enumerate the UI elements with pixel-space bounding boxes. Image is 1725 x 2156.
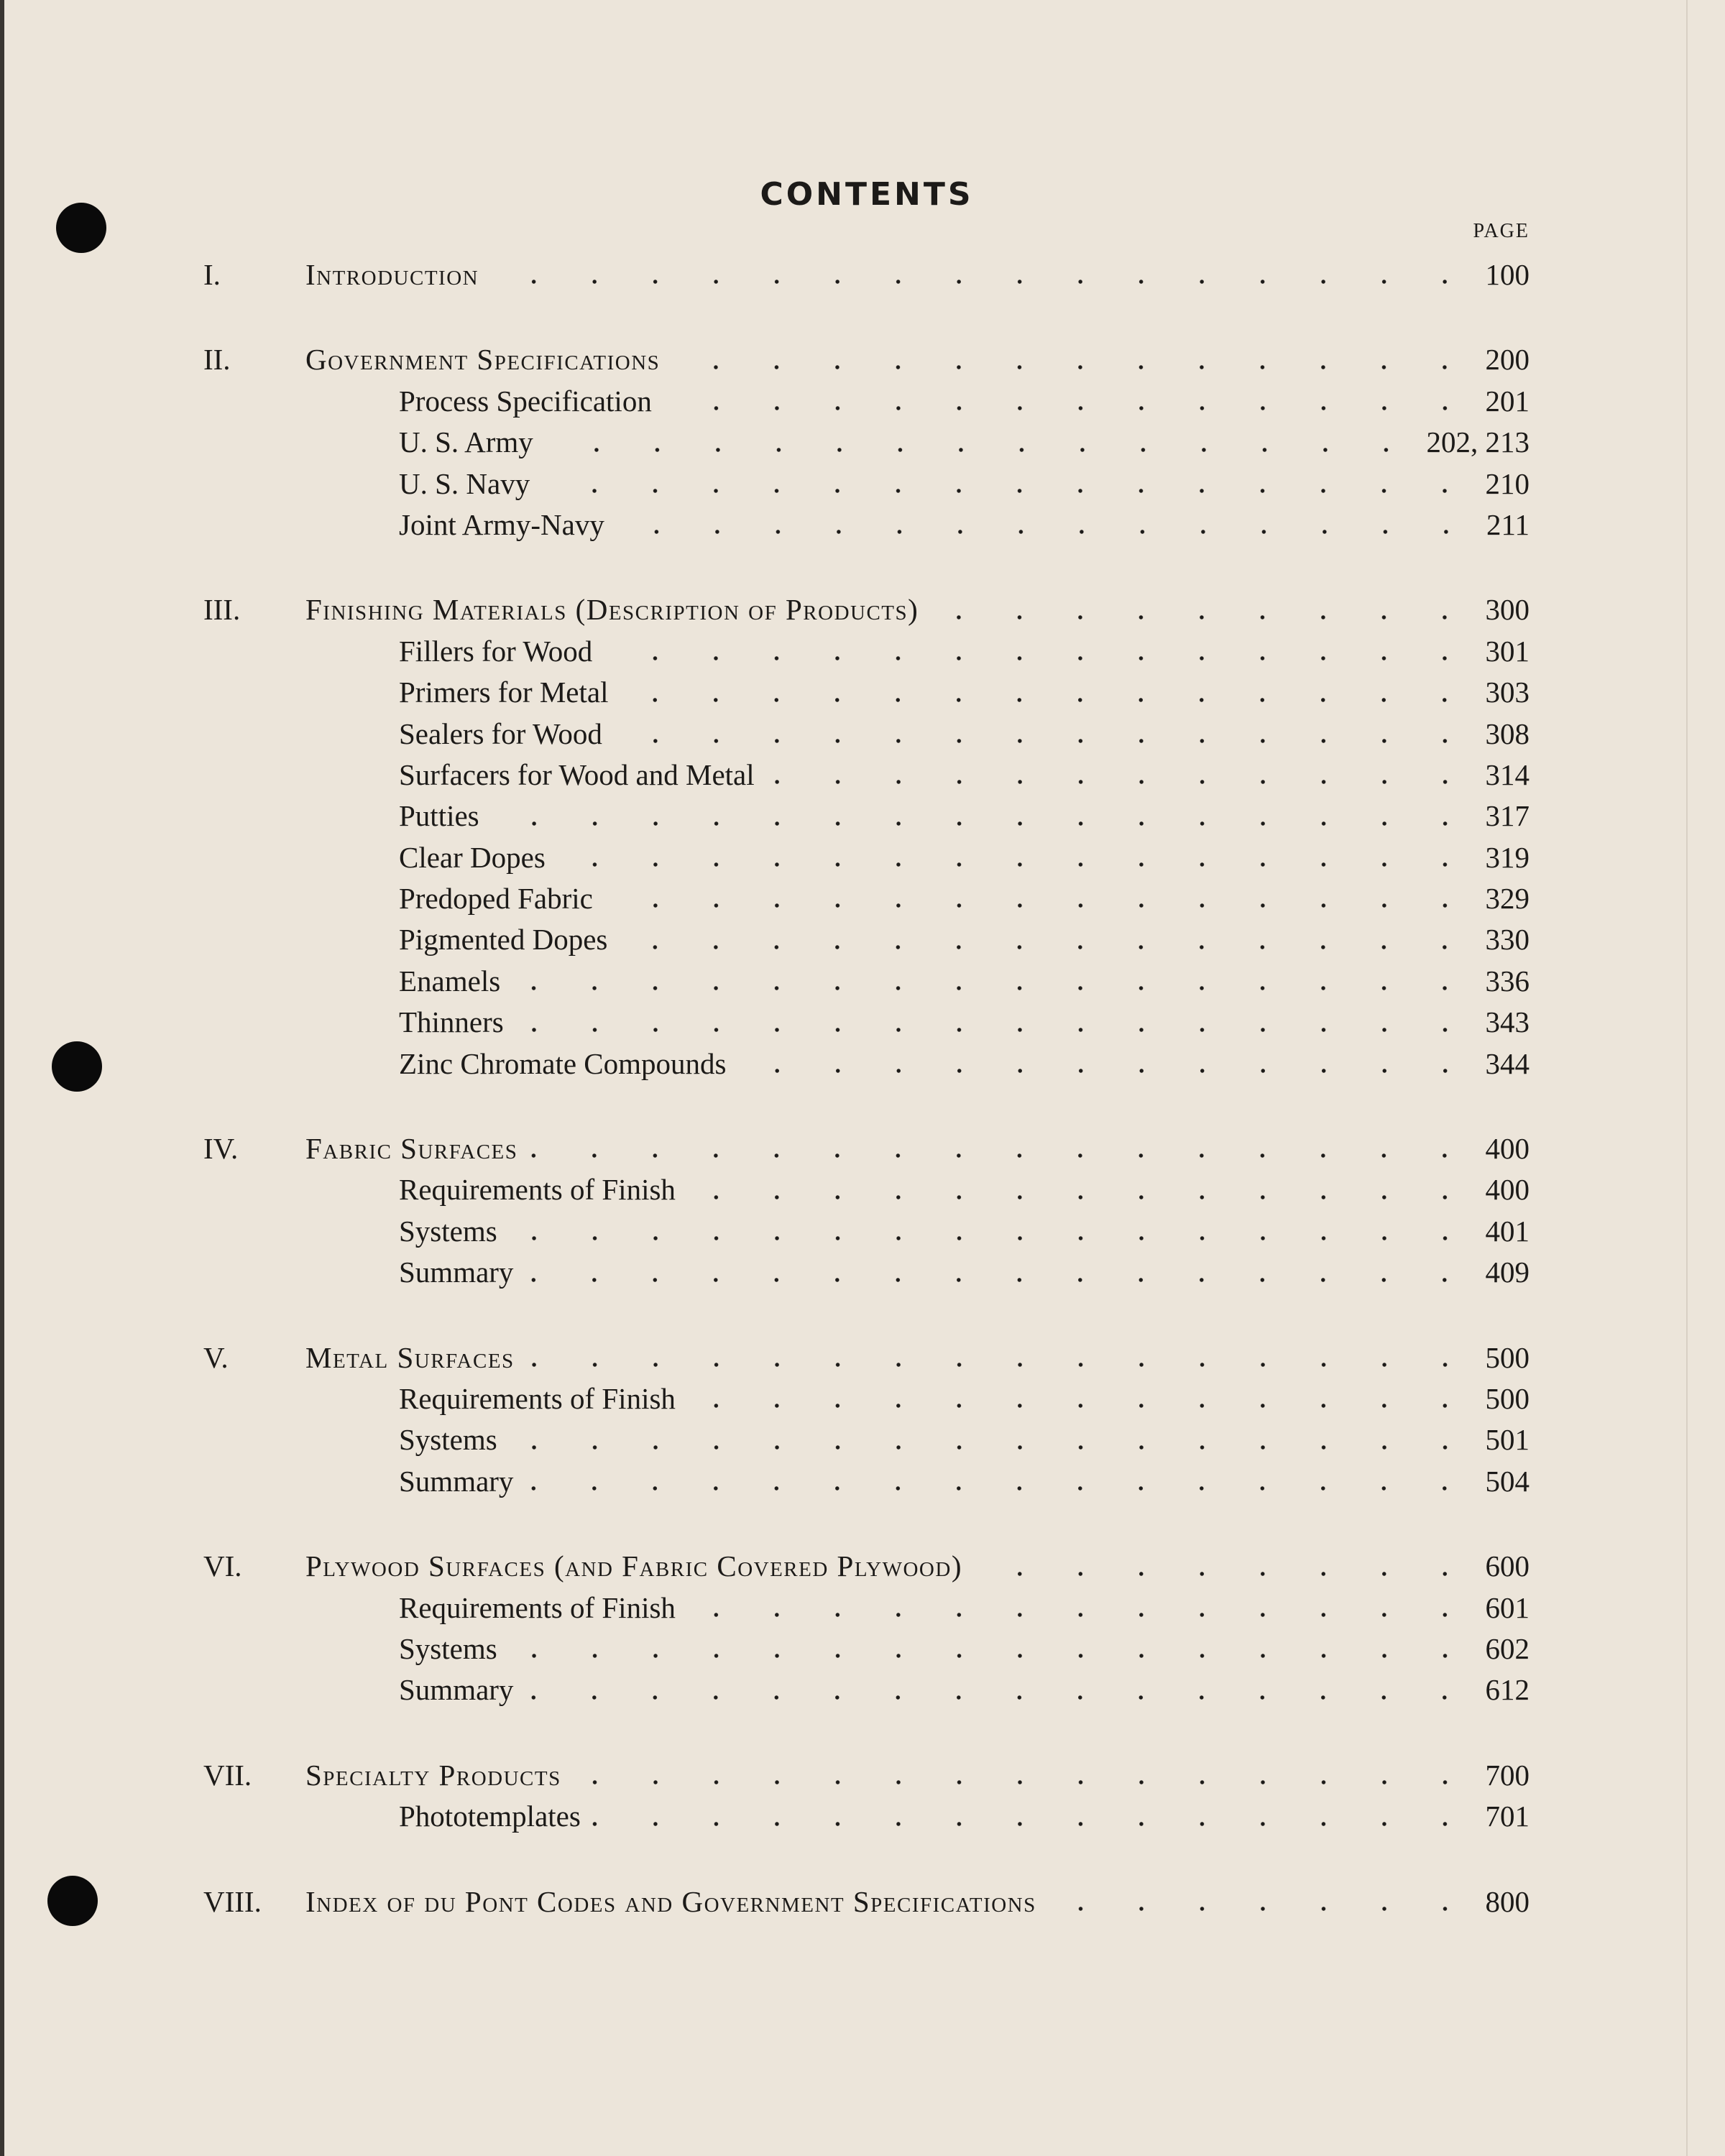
subitem-title: Thinners — [399, 1005, 504, 1039]
dot-leader — [525, 1337, 1476, 1378]
subitem-title: Systems — [399, 1423, 497, 1457]
dot-leader — [612, 714, 1476, 755]
page-number: 401 — [1485, 1214, 1530, 1248]
dot-leader — [523, 1669, 1475, 1710]
page-number: 602 — [1485, 1631, 1530, 1665]
toc-subitem-row — [203, 1461, 1530, 1502]
toc-section — [203, 1881, 1530, 1922]
dot-leader — [618, 672, 1475, 713]
dot-leader — [662, 381, 1476, 422]
section-numeral: V. — [203, 1340, 229, 1374]
subitem-title: Joint Army-Navy — [399, 507, 604, 541]
page-fold-line — [1686, 0, 1688, 2156]
toc-subitem-row — [203, 796, 1530, 837]
page-number: 211 — [1486, 507, 1530, 541]
toc-section-row — [203, 1546, 1530, 1587]
subitem-title: Zinc Chromate Compounds — [399, 1046, 727, 1080]
dot-leader — [670, 339, 1475, 380]
dot-leader — [686, 1169, 1476, 1210]
subitem-title: Summary — [399, 1464, 514, 1498]
toc-subitem-row — [203, 381, 1530, 422]
page-number: 600 — [1485, 1549, 1530, 1583]
dot-leader — [507, 1419, 1476, 1460]
toc-section-row — [203, 589, 1530, 630]
toc-subitem-row — [203, 755, 1530, 796]
dot-leader — [543, 422, 1417, 463]
toc-subitem-row — [203, 837, 1530, 878]
dot-leader — [510, 961, 1475, 1002]
page-number: 700 — [1485, 1758, 1530, 1792]
toc-section — [203, 1755, 1530, 1838]
page-column-header: PAGE — [1473, 220, 1530, 242]
subitem-title: Requirements of Finish — [399, 1590, 676, 1624]
dot-leader — [737, 1044, 1476, 1084]
page-title: CONTENTS — [760, 176, 974, 213]
page-number: 701 — [1485, 1800, 1530, 1833]
section-numeral: I. — [203, 258, 221, 291]
page-number: 612 — [1485, 1673, 1530, 1707]
toc-subitem-row — [203, 1628, 1530, 1669]
section-title: Metal Surfaces — [305, 1340, 515, 1374]
dot-leader — [507, 1211, 1476, 1252]
toc-subitem-row — [203, 1252, 1530, 1293]
page-number: 800 — [1485, 1884, 1530, 1918]
subitem-title: Systems — [399, 1631, 497, 1665]
punch-hole — [52, 1041, 102, 1092]
subitem-title: Pigmented Dopes — [399, 923, 608, 957]
section-numeral: VIII. — [203, 1884, 262, 1918]
toc-subitem-row — [203, 464, 1530, 505]
dot-leader — [540, 464, 1475, 505]
page-number: 330 — [1485, 923, 1530, 957]
section-title: Government Specifications — [305, 343, 661, 377]
dot-leader — [523, 1252, 1475, 1293]
page-number: 308 — [1485, 717, 1530, 750]
page-number: 329 — [1485, 882, 1530, 916]
page-number: 400 — [1485, 1173, 1530, 1207]
subitem-title: Summary — [399, 1673, 514, 1707]
subitem-title: U. S. Navy — [399, 466, 530, 500]
section-numeral: IV. — [203, 1132, 239, 1166]
dot-leader — [556, 837, 1476, 878]
page-edge — [0, 0, 4, 2156]
subitem-title: U. S. Army — [399, 425, 533, 459]
section-title: Finishing Materials (Description of Products) — [305, 593, 919, 627]
toc-subitem-row — [203, 1169, 1530, 1210]
page-number: 202, 213 — [1426, 425, 1530, 459]
toc-subitem-row — [203, 1378, 1530, 1419]
dot-leader — [929, 589, 1475, 630]
toc-section — [203, 254, 1530, 295]
subitem-title: Putties — [399, 799, 479, 833]
page-number: 210 — [1485, 466, 1530, 500]
dot-leader — [972, 1546, 1476, 1587]
page-number: 344 — [1485, 1046, 1530, 1080]
toc-subitem-row — [203, 714, 1530, 755]
section-title: Plywood Surfaces (and Fabric Covered Plywood) — [305, 1549, 962, 1583]
toc-subitem-row — [203, 961, 1530, 1002]
dot-leader — [617, 919, 1475, 960]
dot-leader — [603, 878, 1476, 919]
toc-section-row — [203, 1337, 1530, 1378]
subitem-title: Clear Dopes — [399, 840, 546, 874]
page-number: 601 — [1485, 1590, 1530, 1624]
toc-subitem-row — [203, 878, 1530, 919]
subitem-title: Surfacers for Wood and Metal — [399, 757, 755, 791]
page-number: 200 — [1485, 343, 1530, 377]
toc-subitem-row — [203, 505, 1530, 545]
subitem-title: Requirements of Finish — [399, 1173, 676, 1207]
toc-subitem-row — [203, 1002, 1530, 1043]
subitem-title: Predoped Fabric — [399, 882, 593, 916]
dot-leader — [686, 1588, 1476, 1628]
dot-leader — [1046, 1881, 1476, 1922]
toc-section-row — [203, 339, 1530, 380]
subitem-title: Fillers for Wood — [399, 634, 593, 668]
toc-section-row — [203, 1128, 1530, 1169]
page-number: 500 — [1485, 1340, 1530, 1374]
dot-leader — [507, 1628, 1476, 1669]
dot-leader — [523, 1461, 1475, 1502]
section-numeral: III. — [203, 593, 241, 627]
toc-section — [203, 339, 1530, 545]
page-number: 201 — [1485, 384, 1530, 418]
section-numeral: II. — [203, 343, 231, 377]
dot-leader — [602, 631, 1475, 672]
page-number: 319 — [1485, 840, 1530, 874]
section-title: Specialty Products — [305, 1758, 561, 1792]
toc-subitem-row — [203, 1588, 1530, 1628]
section-numeral: VII. — [203, 1758, 252, 1792]
page-number: 301 — [1485, 634, 1530, 668]
toc-section-row — [203, 254, 1530, 295]
page-number: 500 — [1485, 1381, 1530, 1415]
dot-leader — [528, 1128, 1475, 1169]
page-number: 501 — [1485, 1423, 1530, 1457]
section-title: Index of du Pont Codes and Government Specifications — [305, 1884, 1036, 1918]
toc-subitem-row — [203, 1669, 1530, 1710]
toc-subitem-row — [203, 919, 1530, 960]
dot-leader — [591, 1796, 1476, 1837]
subitem-title: Summary — [399, 1256, 514, 1289]
page-number: 336 — [1485, 964, 1530, 998]
section-title: Introduction — [305, 258, 479, 291]
section-numeral: VI. — [203, 1549, 242, 1583]
dot-leader — [765, 755, 1476, 796]
toc-section — [203, 589, 1530, 1084]
subitem-title: Primers for Metal — [399, 676, 609, 709]
dot-leader — [489, 254, 1475, 295]
toc-subitem-row — [203, 1419, 1530, 1460]
subitem-title: Phototemplates — [399, 1800, 581, 1833]
page-number: 300 — [1485, 593, 1530, 627]
toc-section — [203, 1546, 1530, 1711]
toc-section-row — [203, 1755, 1530, 1796]
toc-subitem-row — [203, 422, 1530, 463]
subitem-title: Enamels — [399, 964, 501, 998]
table-of-contents — [203, 254, 1530, 1922]
dot-leader — [615, 505, 1476, 545]
page-number: 504 — [1485, 1464, 1530, 1498]
punch-hole — [47, 1876, 98, 1926]
page-number: 409 — [1485, 1256, 1530, 1289]
page-number: 317 — [1485, 799, 1530, 833]
toc-subitem-row — [203, 631, 1530, 672]
subitem-title: Sealers for Wood — [399, 717, 602, 750]
toc-subitem-row — [203, 672, 1530, 713]
toc-subitem-row — [203, 1211, 1530, 1252]
toc-subitem-row — [203, 1796, 1530, 1837]
toc-section — [203, 1128, 1530, 1294]
subitem-title: Requirements of Finish — [399, 1381, 676, 1415]
dot-leader — [514, 1002, 1476, 1043]
page-number: 314 — [1485, 757, 1530, 791]
page-number: 303 — [1485, 676, 1530, 709]
section-title: Fabric Surfaces — [305, 1132, 518, 1166]
toc-subitem-row — [203, 1044, 1530, 1084]
subitem-title: Process Specification — [399, 384, 652, 418]
dot-leader — [686, 1378, 1476, 1419]
dot-leader — [489, 796, 1476, 837]
subitem-title: Systems — [399, 1214, 497, 1248]
page-number: 100 — [1485, 258, 1530, 291]
toc-section-row — [203, 1881, 1530, 1922]
page-number: 400 — [1485, 1132, 1530, 1166]
page-number: 343 — [1485, 1005, 1530, 1039]
toc-section — [203, 1337, 1530, 1503]
dot-leader — [571, 1755, 1476, 1796]
